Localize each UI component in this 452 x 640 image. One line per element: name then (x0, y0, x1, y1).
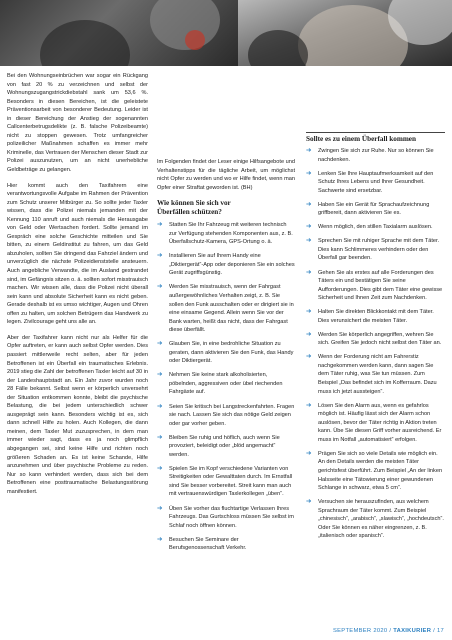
tips-list (157, 221, 295, 553)
list-item (306, 498, 445, 541)
footer-separator: / (389, 628, 394, 634)
article-column-3 (306, 147, 445, 546)
arrow-right-icon: ➔ (157, 283, 163, 291)
photo-shape (40, 20, 130, 66)
list-item (157, 371, 295, 397)
arrow-right-icon: ➔ (306, 147, 312, 154)
list-item-text: Statten Sie Ihr Fahrzeug mit weiteren technisch zur Verfügung stehenden Komponenten aus, z. B. Überfallschutz-Kamera, GPS-Ortung o. ä. (169, 222, 293, 246)
list-item-text: Versuchen sie herauszufinden, aus welchem Sprachraum der Täter kommt. Zum Beispiel „chinesisch“, „arabisch“, „slawisch“, „hochdeutsch“. Oder Sie können es näher eingrenzen, z. B. „italienisch oder spanisch“. (318, 499, 444, 540)
arrow-right-icon: ➔ (306, 268, 312, 276)
list-item-text: Halten Sie direkten Blickkontakt mit dem Täter. Dies verunsichert die meisten Täter. (318, 309, 434, 324)
sidebar-box-header (306, 132, 445, 144)
list-item (306, 201, 445, 218)
list-item-text: Sprechen Sie mit ruhiger Sprache mit dem Täter. Dies kann Schlimmeres verhindern oder den Überfall gar beenden. (318, 238, 440, 262)
arrow-right-icon: ➔ (157, 433, 163, 441)
list-item-text: Lenken Sie Ihre Hauptaufmerksamkeit auf den Schutz Ihres Lebens und Ihrer Gesundheit. Sachwerte sind ersetzbar. (318, 170, 434, 194)
list-item-text: Bleiben Sie ruhig und höflich, auch wenn Sie provoziert, beleidigt oder „blöd angemacht“ werden. (169, 434, 280, 458)
list-item (306, 353, 445, 396)
arrow-right-icon: ➔ (157, 340, 163, 348)
header-photo-right (238, 0, 452, 66)
arrow-right-icon: ➔ (157, 535, 163, 543)
article-column-2 (157, 158, 295, 558)
article-column-1 (7, 72, 148, 503)
page-number: 17 (436, 628, 444, 634)
list-item (306, 331, 445, 348)
list-item-text: Lösen Sie den Alarm aus, wenn es gefahrlos möglich ist. Häufig lässt sich der Alarm schon auslösen, bevor der Täter richtig in Aktion treten kann. Übe Sie diesen Griff vorher ausreichend. Er muss im Notfall „automatisiert“ erfolgen. (318, 402, 442, 443)
sidebar-box-heading: Sollte es zu einem Überfall kommen (306, 135, 416, 143)
arrow-right-icon: ➔ (306, 498, 312, 506)
list-item-text: Seien Sie kritisch bei Langstreckenfahrten. Fragen sie nach. Lassen Sie sich das nötige Geld zeigen oder gar vorher geben. (169, 403, 295, 427)
list-item-text: Werden Sie misstrauisch, wenn der Fahrgast außergewöhnliches Verhalten zeigt, z. B. Sie sollen den Funk ausschalten oder er dirigiert sie in eine einsame Gegend. Allein wenn Sie vor der Bank warten, heißt das nicht, dass der Fahrgast diese überfällt. (169, 284, 294, 334)
list-item (157, 536, 295, 553)
list-item-text: Gehen Sie als erstes auf alle Forderungen des Täters ein und bestätigen Sie seine Aufforderungen. Dies gibt dem Täter eine gewisse Sicherheit und Ihnen Zeit zum Nachdenken. (318, 269, 443, 302)
arrow-right-icon: ➔ (157, 221, 163, 229)
list-item (157, 340, 295, 366)
list-item (157, 465, 295, 499)
arrow-right-icon: ➔ (157, 464, 163, 472)
arrow-right-icon: ➔ (306, 330, 312, 338)
arrow-right-icon: ➔ (306, 449, 312, 457)
arrow-right-icon: ➔ (306, 353, 312, 361)
list-item (306, 402, 445, 445)
list-item (306, 308, 445, 325)
list-item (157, 221, 295, 247)
arrow-right-icon: ➔ (306, 401, 312, 409)
page-footer (333, 628, 444, 634)
footer-separator: / (433, 628, 437, 634)
arrow-right-icon: ➔ (306, 223, 312, 231)
arrow-right-icon: ➔ (306, 237, 312, 245)
list-item-text: Spielen Sie im Kopf verschiedene Varianten von Streitigkeiten oder Gewalttaten durch. Im Ernstfall sind Sie besser vorbereitet. Streit kann man auch mit vertrauenswürdigen Taxlerkollegen „üben“. (169, 465, 293, 498)
list-item-text: Glauben Sie, in eine bedrohliche Situation zu geraten, dann aktivieren Sie den Funk, das Handy oder Diktiergerät. (169, 341, 294, 365)
list-item (157, 403, 295, 429)
list-item-text: Wenn der Forderung nicht am Fahrerstiz nachgekommen werden kann, dann sagen Sie dem Täter ruhig, was Sie tun müssen. Zum Beispiel „Das befindet sich im Kofferraum. Dazu muss ich jetzt aussteigen“. (318, 354, 437, 395)
arrow-right-icon: ➔ (306, 308, 312, 316)
photo-shape (185, 30, 205, 50)
list-item (306, 269, 445, 303)
intro-paragraph: Im Folgenden findet der Leser einige Hilfsangebote und Verhaltenstipps für die tägliche Arbeit, um möglichst nicht Opfer zu werden und wo er Hilfe findet, wenn man Opfer einer Straftat geworden ist. (BH) (157, 159, 295, 191)
list-item-text: Prägen Sie sich so viele Details wie möglich ein. An den Details werden die meisten Täter gerichtsfest überführt. Zum Beispiel „An der linken Halsseite eine Tätowierung einer gewundenen Schlange in schwarz, etwa 5 cm“. (318, 450, 443, 492)
list-item (157, 283, 295, 334)
arrow-right-icon: ➔ (157, 504, 163, 512)
list-item-text: Wenn möglich, den stillen Taxialarm auslösen. (318, 224, 433, 231)
body-paragraph: Aber der Taxifahrer kann nicht nur als Helfer für die Opfer auftreten, er kann auch selbst Opfer werden. Dies passiert mittlerweile recht selten, aber für jeden Betroffenen ist ein Überfall ein traumatisches Erlebnis. 2019 stieg die Zahl der betroffenen Taxler leicht auf 30 in der Landeshauptstadt an. Ein Jahr zuvor wurden noch 28 Fälle bekannt. Selbst wenn er körperlich unversehrt der Situation entkommen konnte, bleibt die psychische Belastung, die bei jedem unterschiedlich schwer ausgeprägt sein kann. Besonders wichtig ist es, sich dann schnell Hilfe zu holen. Auch Kollegen, die dann meinen, dem Taxler Mut zuzusprechen, in dem man immer wieder sagt, dass es ja noch glimpflich abgegangen sei, sind keine Hilfe und richten noch größeren Schaden an. Es ist keine Schande, Hilfe anzunehmen und über psychische Probleme zu reden. Nur so kann verhindert werden, dass sich bei dem Betroffenen eine posttraumatische Belastungsstörung manifestiert. (7, 334, 148, 495)
list-item-text: Üben Sie vorher das fluchtartige Verlassen Ihres Fahrzeugs. Das Gurtschloss müssen Sie selbst im Schlaf noch öffnen können. (169, 505, 294, 529)
issue-date: SEPTEMBER 2020 (332, 628, 388, 634)
list-item-text: Besuchen Sie Seminare der Berufsgenossenschaft Verkehr. (169, 536, 247, 552)
section-heading: Wie können Sie sich vor Überfällen schützen? (157, 199, 231, 217)
arrow-right-icon: ➔ (157, 371, 163, 379)
body-paragraph: Bei den Wohnungseinbrüchen war sogar ein Rückgang von fast 20 % zu verzeichnen und selbst der Wohnungszugangstrickdiebstahl sank um 53,6 %. Besonders in diesen Bereichen, ist die geleistete Präventionsarbeit von besonderer Bedeutung. Leider ist in dieser Bereichung der Anstieg der sogenannten Callcenterbetrugsdelikte (z. B. falsche Polizeibeamte) nicht zu stoppen gewesen. Trotz umfangreicher polizeilicher Maßnahmen schaffen es immer mehr Kriminelle, das Vertrauen der Menschen dieser Stadt zur Polizei auszunutzen, um an nicht unerhebliche Geldbeträge zu gelangen. (7, 73, 148, 174)
list-item (306, 223, 445, 232)
arrow-right-icon: ➔ (157, 402, 163, 410)
list-item-text: Zwingen Sie sich zur Ruhe. Nur so können Sie nachdenken. (318, 148, 434, 163)
list-item-text: Installieren Sie auf Ihrem Handy eine „Diktiergerät“-App oder deponieren Sie ein solches Gerät zugriffsgünstig. (169, 253, 295, 277)
list-item (157, 252, 295, 278)
list-item (306, 237, 445, 263)
magazine-name: TAXIKURIER (393, 628, 432, 634)
arrow-right-icon: ➔ (306, 200, 312, 208)
arrow-right-icon: ➔ (157, 252, 163, 260)
arrow-right-icon: ➔ (306, 169, 312, 177)
list-item (157, 505, 295, 531)
list-item (157, 434, 295, 460)
robbery-tips-list (306, 147, 445, 541)
list-item-text: Werden Sie körperlich angegriffen, wehren Sie sich. Greifen Sie jedoch nicht selbst den Täter an. (318, 331, 442, 347)
list-item-text: Haben Sie ein Gerät für Sprachaufzeichnung griffbereit, dann aktivieren Sie es. (318, 201, 430, 217)
list-item (306, 147, 445, 164)
list-item (306, 450, 445, 493)
list-item-text: Nehmen Sie keine stark alkoholisierten, pöbelnden, aggressiven oder übel riechenden Fahrgäste auf. (169, 372, 283, 396)
header-photo-left (0, 0, 238, 66)
body-paragraph: Hier kommt auch den Taxifahrern eine verantwortungsvolle Aufgabe im Rahmen der Prävention zum Schutz unserer Mitbürger zu. So sollte jeder Taxler wissen, dass die Polizei niemals jemanden mit der Kennung 110 anruft und auch niemals die Herausgabe von Geld oder Wertsachen fordert. Sollte jemand im Gespräch eine solche Geschichte mitteilen und Sie bitten, zu einem Geldinstitut zu fahren, um das Geld abzuholen, sollten Sie dringend das Fahrziel ändern und unverzüglich die nächste Polizeidienststelle ansteuern. Auch angebliche Verwandte, die im Ausland gestrandet sind, im Gefängnis sitzen o. ä. sollten sofort misstrauisch machen. Wir wissen alle, dass die Polizei nicht überall sein kann und absolute Sicherheit kann es nicht geben. Gerade deshalb ist es umso wichtiger, Augen und Ohren offen zu halten, um solchen Betrügern das Handwerk zu legen. Zivilcourage geht uns alle an. (7, 182, 148, 326)
list-item (306, 170, 445, 196)
